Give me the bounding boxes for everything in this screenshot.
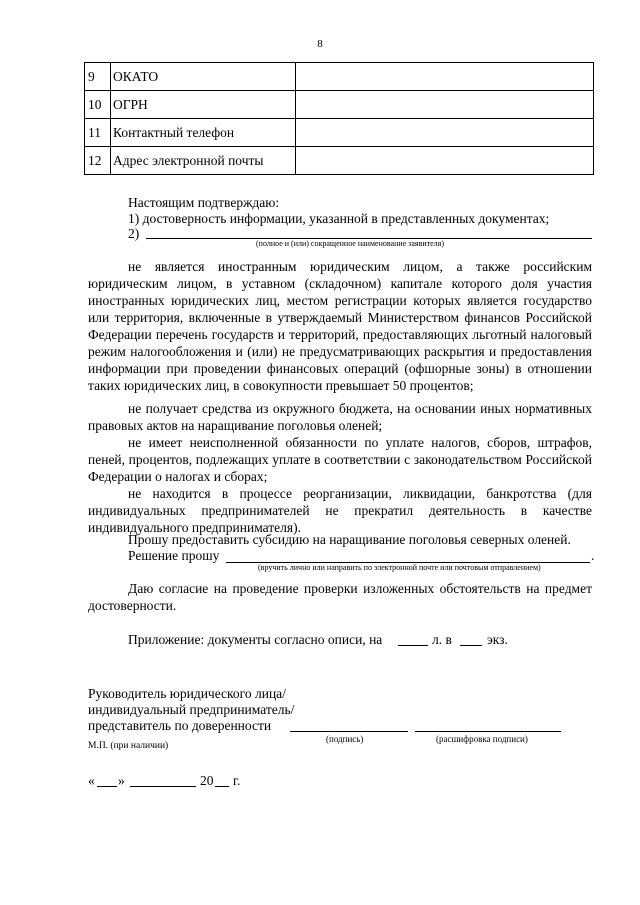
date-day-field[interactable] <box>97 786 117 787</box>
row-label: ОКАТО <box>111 63 296 91</box>
row-number: 9 <box>85 63 111 91</box>
clause-budget-funds: не получает средства из окружного бюджета, на основании иных нормативных правовых актов на наращивание поголовья оленей; <box>88 401 592 433</box>
row-value-field[interactable] <box>296 91 594 119</box>
date-close-quote: » <box>118 773 125 788</box>
consent-text: Даю согласие на проведение проверки изложенных обстоятельств на предмет достоверности. <box>88 581 592 613</box>
page-number: 8 <box>317 38 323 50</box>
row-number: 10 <box>85 91 111 119</box>
clause-tax-obligations: не имеет неисполненной обязанности по уплате налогов, сборов, штрафов, пеней, процентов, подлежащих уплате в соответствии с законодательством Российской Федерации о налогах и сборах; <box>88 435 592 484</box>
date-month-field[interactable] <box>130 786 196 787</box>
signature-decoding-field[interactable] <box>415 731 561 732</box>
table-row <box>85 63 594 91</box>
row-label: ОГРН <box>111 91 296 119</box>
row-label: Адрес электронной почты <box>111 147 296 175</box>
requisites-table <box>84 62 594 175</box>
decision-label: Решение прошу <box>128 548 220 563</box>
signatory-line-3: представитель по доверенности <box>88 718 272 733</box>
row-number: 12 <box>85 147 111 175</box>
decision-period: . <box>591 548 595 563</box>
signature-caption: (подпись) <box>326 734 364 744</box>
decoding-caption: (расшифровка подписи) <box>436 734 528 744</box>
signature-field[interactable] <box>290 731 408 732</box>
row-value-field[interactable] <box>296 119 594 147</box>
signatory-line-2: индивидуальный предприниматель/ <box>88 702 295 717</box>
row-value-field[interactable] <box>296 147 594 175</box>
date-year-field[interactable] <box>215 786 229 787</box>
clause-foreign-entity: не является иностранным юридическим лицом, а также российским юридическим лицом, в уставном (складочном) капитале которого доля участия иностранных юридических лиц, местом регистрации которых является государство или территория, включенные в утверждаемый Министерством финансов Российской Федерации перечень государств и территорий, предоставляющих льготный налоговый режим налогообложения и (или) не предусматривающих раскрытия и предоставления информации при проведении финансовых операций (офшорные зоны) в отношении таких юридических лиц, в совокупности превышает 50 процентов; <box>88 259 592 393</box>
decision-caption: (вручить лично или направить по электронной почте или почтовым отправлением) <box>258 563 541 572</box>
attachment-pages-field[interactable] <box>398 645 428 646</box>
signatory-line-1: Руководитель юридического лица/ <box>88 686 286 701</box>
confirm-item-2-prefix: 2) <box>128 226 140 241</box>
attachment-suffix: экз. <box>487 632 508 647</box>
attachment-copies-field[interactable] <box>460 645 482 646</box>
row-label: Контактный телефон <box>111 119 296 147</box>
attachment-prefix: Приложение: документы согласно описи, на <box>128 632 383 647</box>
stamp-label: М.П. (при наличии) <box>88 741 169 751</box>
table-row <box>85 147 594 175</box>
table-row <box>85 119 594 147</box>
date-year-suffix: г. <box>233 773 241 788</box>
confirm-item-1: 1) достоверность информации, указанной в представленных документах; <box>128 211 550 226</box>
date-year-prefix: 20 <box>200 773 214 788</box>
applicant-caption: (полное и (или) сокращенное наименование заявителя) <box>256 239 445 248</box>
date-open-quote: « <box>88 773 95 788</box>
row-value-field[interactable] <box>296 63 594 91</box>
subsidy-request: Прошу предоставить субсидию на наращивание поголовья северных оленей. <box>128 532 571 547</box>
row-number: 11 <box>85 119 111 147</box>
table-row <box>85 91 594 119</box>
attachment-mid: л. в <box>432 632 452 647</box>
clause-reorganization: не находится в процессе реорганизации, ликвидации, банкротства (для индивидуальных предпринимателей не прекратил деятельность в качестве индивидуального предпринимателя). <box>88 486 592 535</box>
confirm-intro: Настоящим подтверждаю: <box>128 195 280 210</box>
